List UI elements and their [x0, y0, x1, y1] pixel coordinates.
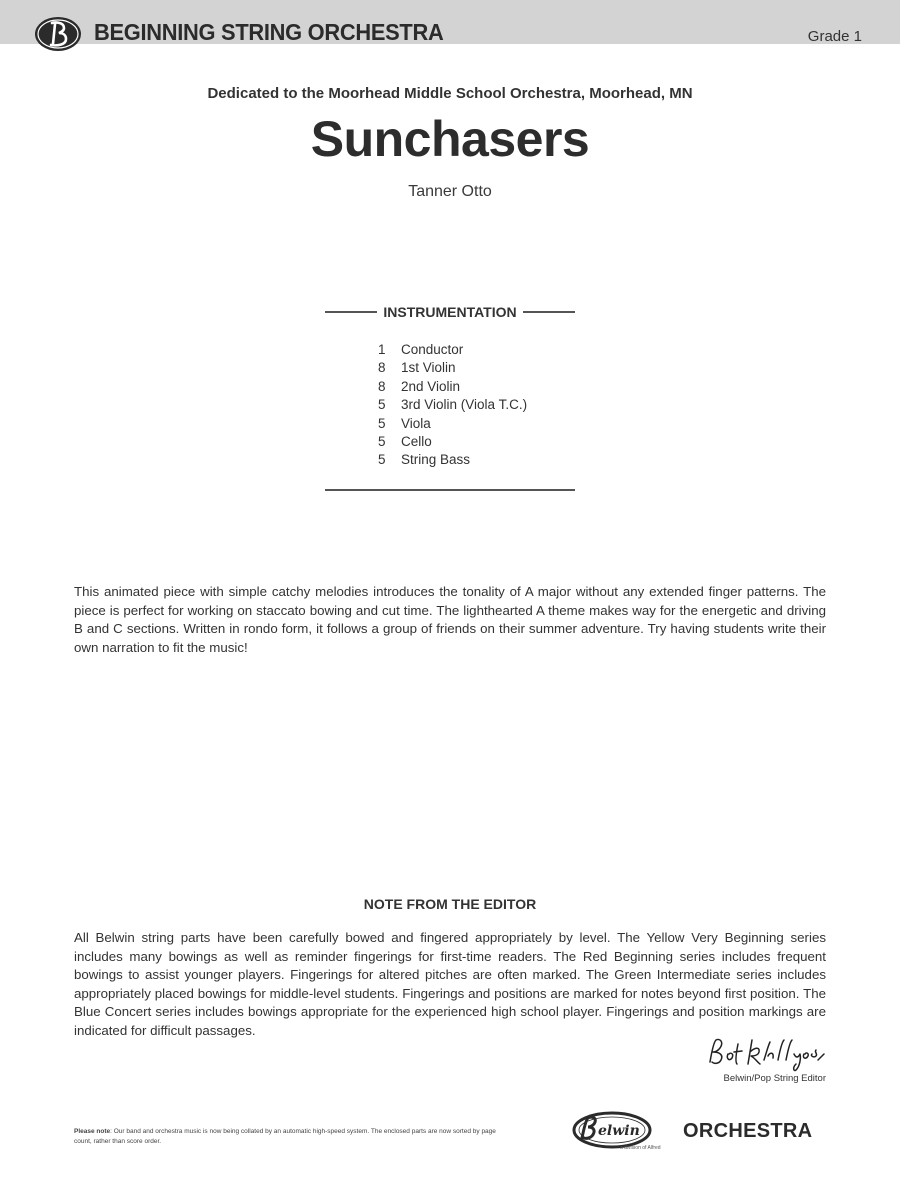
piece-description: This animated piece with simple catchy melodies introduces the tonality of A major without any extended finger patterns. The piece is perfect for working on staccato bowing and cut time. The lighthearted A theme makes way for the energetic and driving B and C sections. Written in rondo form, it follows a group of friends on their summer adventure. Try having students write their own narration to fit the music! [74, 584, 826, 655]
list-item [378, 433, 527, 451]
part-quantity: 8 [378, 378, 386, 394]
list-item [378, 341, 527, 359]
list-item [378, 451, 527, 469]
footer-note [74, 1127, 514, 1147]
instrumentation-list [378, 341, 527, 470]
part-quantity: 5 [378, 415, 386, 431]
composer-name: Tanner Otto [408, 183, 492, 200]
signature-caption: Belwin/Pop String Editor [723, 1073, 826, 1084]
list-item [378, 378, 527, 396]
divider [325, 311, 377, 313]
divider [325, 489, 575, 491]
part-quantity: 5 [378, 433, 386, 449]
grade-label: Grade 1 [807, 28, 862, 45]
editor-note-heading: NOTE FROM THE EDITOR [363, 896, 537, 912]
belwin-b-logo-icon [33, 14, 83, 54]
part-name: 2nd Violin [401, 378, 461, 394]
brand-word: ORCHESTRA [683, 1120, 813, 1142]
part-name: Viola [401, 415, 431, 431]
footer-note-label: Please note [74, 1128, 111, 1135]
list-item [378, 359, 527, 377]
division-text: a division of Alfred [620, 1145, 661, 1151]
piece-title: Sunchasers [310, 111, 590, 167]
part-quantity: 1 [378, 342, 386, 357]
svg-text:elwin: elwin [598, 1123, 640, 1139]
dedication: Dedicated to the Moorhead Middle School Orchestra, Moorhead, MN [207, 85, 693, 102]
instrumentation-heading [325, 302, 575, 322]
divider [523, 311, 575, 313]
footer-note-text: : Our band and orchestra music is now being collated by an automatic high-speed system. The enclosed parts are now sorted by page count, rather than score order. [74, 1128, 496, 1145]
list-item [378, 396, 527, 414]
list-item [378, 415, 527, 433]
part-name: Cello [401, 433, 432, 449]
part-name: Conductor [401, 342, 464, 357]
part-quantity: 5 [378, 452, 386, 468]
editor-note-body: All Belwin string parts have been carefully bowed and fingered appropriately by level. The Yellow Very Beginning series includes many bowings as well as reminder fingerings for first-time readers. The Red Beginning series includes frequent bowings to assist younger players. Fingerings for altered pitches are often marked. The Green Intermediate series includes appropriately placed bowings for middle-level students. Fingerings and positions are marked for notes beyond first position. The Blue Concert series includes bowings appropriate for the experienced high school player. Fingerings and position markings are indicated for difficult passages. [74, 930, 826, 1038]
part-name: 3rd Violin (Viola T.C.) [401, 397, 528, 413]
part-quantity: 5 [378, 397, 386, 413]
part-name: 1st Violin [401, 360, 456, 376]
editor-signature [702, 1032, 830, 1072]
series-title: BEGINNING STRING ORCHESTRA [94, 19, 444, 45]
part-quantity: 8 [378, 360, 386, 376]
part-name: String Bass [401, 452, 471, 468]
instrumentation-heading-label: INSTRUMENTATION [383, 304, 517, 320]
